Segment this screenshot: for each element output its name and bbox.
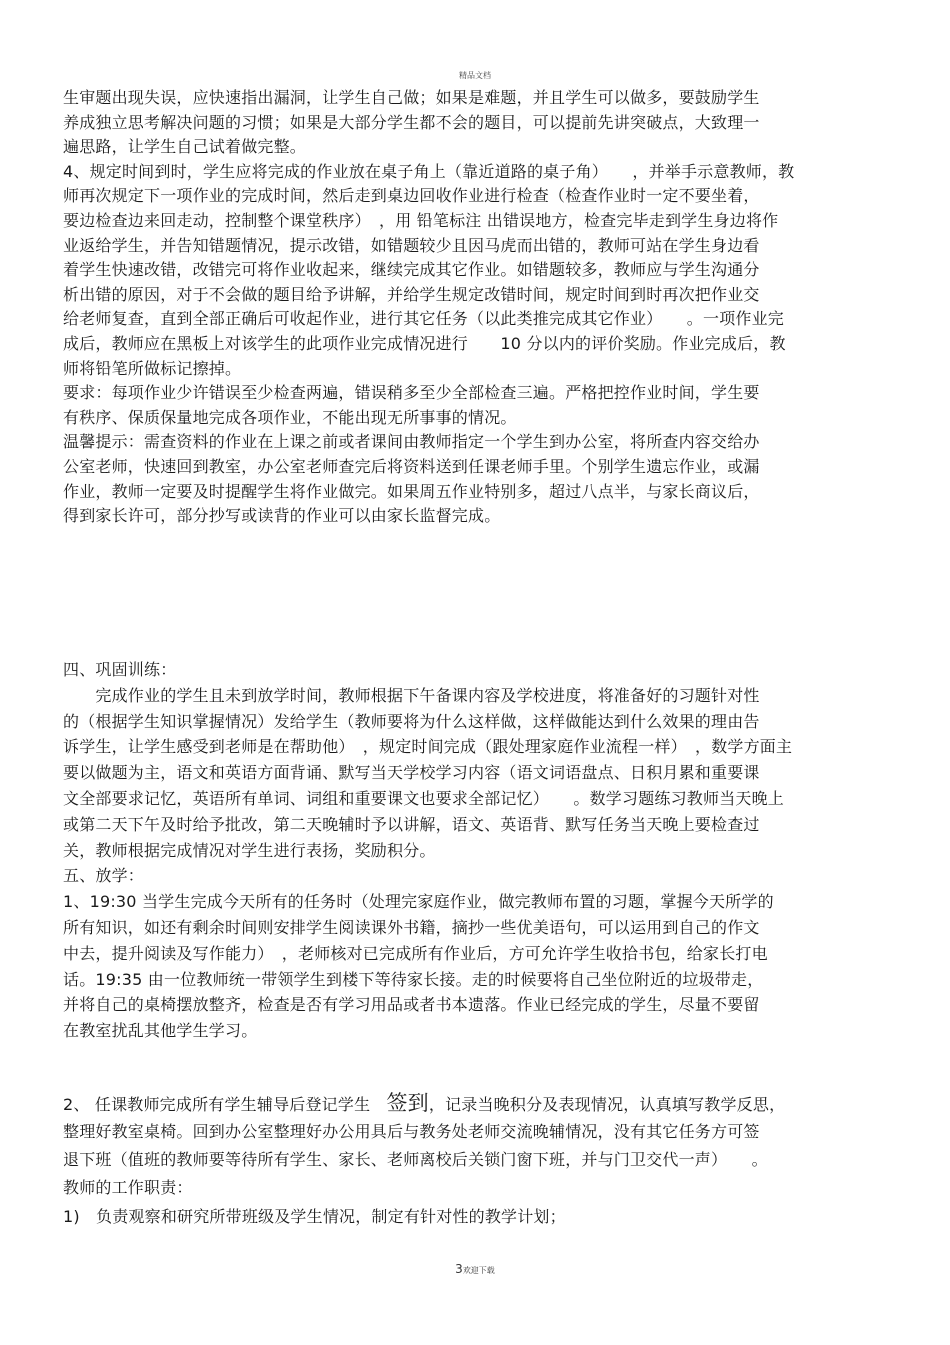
text-line: 退下班（值班的教师要等待所有学生、家长、老师离校后关锁门窗下班，并与门卫交代一声） 。 [63,1150,768,1169]
text-line: 在教室扰乱其他学生学习。 [63,1021,258,1041]
text-line: 养成独立思考解决问题的习惯；如果是大部分学生都不会的题目，可以提前先讲突破点，大致理一 [63,112,760,132]
text-line: 4、规定时间到时，学生应将完成的作业放在桌子角上（靠近道路的桌子角） ，并举手示意教师，教 [63,161,795,181]
text-line: 四、巩固训练： [63,660,177,679]
page-number: 3 [455,1262,463,1276]
signin-after: ，记录当晚积分及表现情况，认真填写教学反思， [428,1095,786,1114]
text-line: 成后，教师应在黑板上对该学生的此项作业完成情况进行 10 分以内的评价奖励。作业完成后，教 [63,334,786,353]
text-line: 有秩序、保质保量地完成各项作业，不能出现无所事事的情况。 [63,407,517,427]
text-line: 给老师复查，直到全部正确后可收起作业，进行其它任务（以此类推完成其它作业） 。一项作业完 [63,309,785,329]
text-line: 要边检查边来回走动，控制整个课堂秩序） ，用 铅笔标注 出错误地方，检查完毕走到学生身边将作 [63,211,779,230]
text-line: 要求：每项作业少许错误至少检查两遍，错误稍多至少全部检查三遍。严格把控作业时间，学生要 [63,383,760,403]
text-line: 得到家长许可，部分抄写或读背的作业可以由家长监督完成。 [63,506,501,526]
text-line: 诉学生，让学生感受到老师是在帮助他） ，规定时间完成（跟处理家庭作业流程一样） ，数学方面主 [63,737,793,757]
text-line: 遍思路，让学生自己试着做完整。 [63,137,307,157]
text-line: 并将自己的桌椅摆放整齐，检查是否有学习用品或者书本遗落。作业已经完成的学生，尽量不要留 [63,995,760,1015]
text-line: 中去，提升阅读及写作能力） ，老师核对已完成所有作业后，方可允许学生收拾书包，给家长打电 [63,943,768,963]
text-line: 公室老师，快速回到教室，办公室老师查完后将资料送到任课老师手里。个别学生遗忘作业，或漏 [63,457,760,476]
text-line: 师再次规定下一项作业的完成时间，然后走到桌边回收作业进行检查（检查作业时一定不要坐着， [63,186,760,206]
text-line: 整理好教室桌椅。回到办公室整理好办公用具后与教务处老师交流晚辅情况，没有其它任务方可签 [63,1122,760,1141]
text-line: 作业，教师一定要及时提醒学生将作业做完。如果周五作业特别多，超过八点半，与家长商议后， [63,481,760,501]
text-line: 1) 负责观察和研究所带班级及学生情况，制定有针对性的教学计划； [63,1207,566,1226]
text-line: 或第二天下午及时给予批改，第二天晚辅时予以讲解，语文、英语背、默写任务当天晚上要检查过 [63,814,760,834]
text-line: 教师的工作职责： [63,1178,193,1197]
text-line: 着学生快速改错，改错完可将作业收起来，继续完成其它作业。如错题较多，教师应与学生沟通分 [63,260,760,280]
text-line: 完成作业的学生且未到放学时间，教师根据下午备课内容及学校进度，将准备好的习题针对性 [63,685,760,705]
text-line: 所有知识，如还有剩余时间则安排学生阅读课外书籍，摘抄一些优美语句，可以运用到自己的作文 [63,918,760,937]
text-line: 师将铅笔所做标记擦掉。 [63,358,242,378]
text-line: 1、19:30 当学生完成今天所有的任务时（处理完家庭作业，做完教师布置的习题，掌握今天所学的 [63,892,774,912]
text-line: 温馨提示：需查资料的作业在上课之前或者课间由教师指定一个学生到办公室，将所查内容交给办 [63,432,760,452]
page-footer [0,1262,950,1276]
footer-text: 欢迎下载 [462,1266,495,1275]
text-line: 业返给学生，并告知错题情况，提示改错，如错题较少且因马虎而出错的，教师可站在学生身边看 [63,235,760,255]
text-line: 析出错的原因，对于不会做的题目给予讲解，并给学生规定改错时间，规定时间到时再次把作业交 [63,284,760,304]
text-line: 的（根据学生知识掌握情况）发给学生（教师要将为什么这样做，这样做能达到什么效果的理由告 [63,711,760,731]
text-line: 话。19:35 由一位教师统一带领学生到楼下等待家长接。走的时候要将自己坐位附近的垃圾带走， [63,969,764,989]
text-line: 五、放学： [63,866,145,886]
signin-line [63,1093,785,1115]
text-line: 关，教师根据完成情况对学生进行表扬，奖励积分。 [63,840,436,860]
text-line: 要以做题为主，语文和英语方面背诵、默写当天学校学习内容（语文词语盘点、日积月累和重要课 [63,763,760,783]
text-line: 生审题出现失误，应快速指出漏洞，让学生自己做；如果是难题，并且学生可以做多，要鼓励学生 [63,88,760,107]
signin-emph: 签到 [386,1091,429,1115]
signin-before: 2、 任课教师完成所有学生辅导后登记学生 [63,1095,387,1114]
page-header: 精品文档 [459,71,491,80]
text-line: 文全部要求记忆，英语所有单词、词组和重要课文也要求全部记忆） 。数学习题练习教师当天晚上 [63,789,785,808]
